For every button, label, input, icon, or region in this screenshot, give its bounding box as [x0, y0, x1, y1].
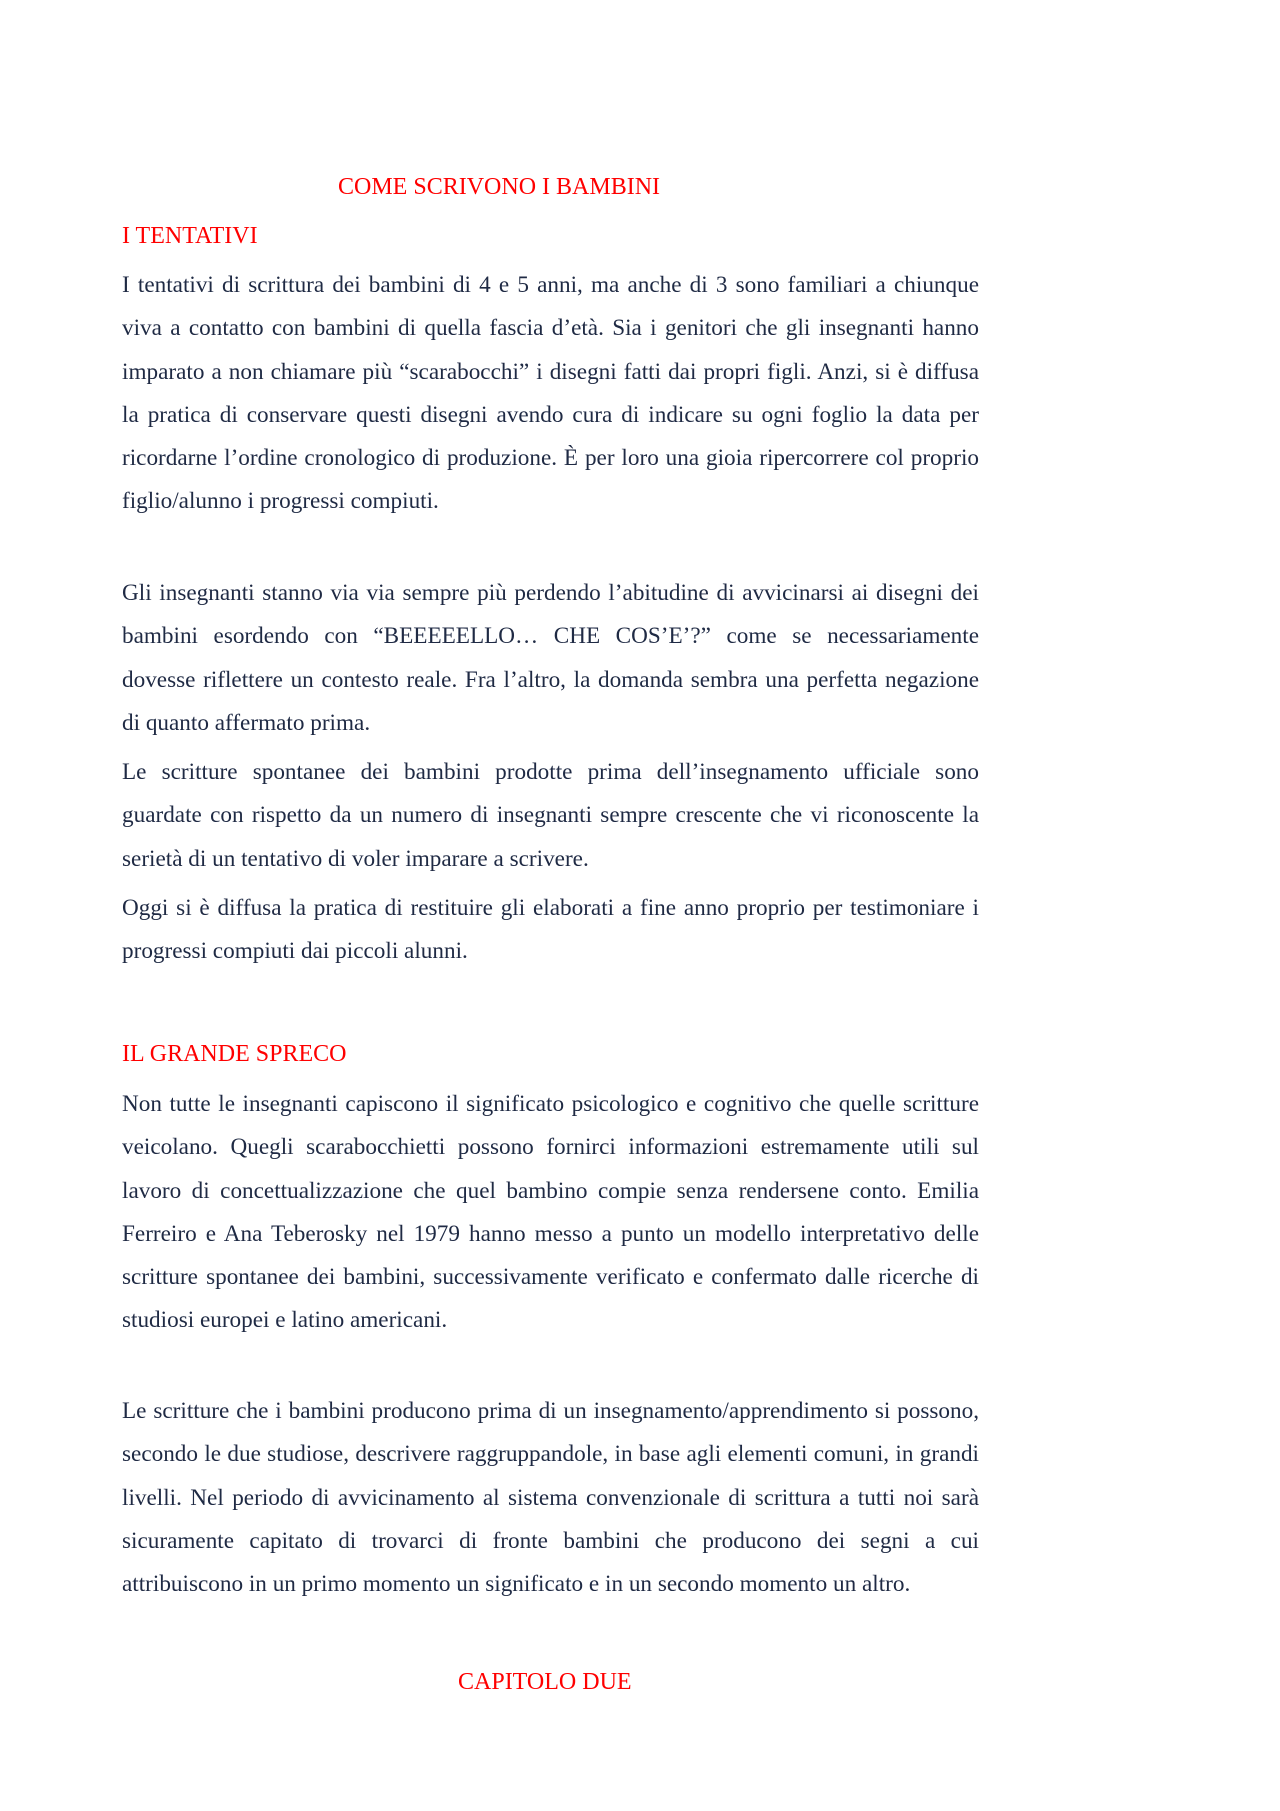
paragraph: Le scritture spontanee dei bambini prodotte prima dell’insegnamento ufficiale sono guardate con rispetto da un numero di insegnanti sempre crescente che vi riconoscente la serietà di un tentativo di voler imparare a scrivere.	[122, 759, 979, 872]
chapter-heading: CAPITOLO DUE	[458, 1669, 632, 1695]
paragraph: Le scritture che i bambini producono prima di un insegnamento/apprendimento si possono, secondo le due studiose, descrivere raggruppandole, in base agli elementi comuni, in grandi livelli. Nel periodo di avvicinamento al sistema convenzionale di scrittura a tutti noi sarà sicuramente capitato di trovarci di fronte bambini che producono dei segni a cui attribuiscono in un primo momento un significato e in un secondo momento un altro.	[122, 1398, 979, 1598]
document-title: COME SCRIVONO I BAMBINI	[338, 174, 661, 200]
section-heading-tentativi: I TENTATIVI	[122, 223, 258, 249]
section-heading-grande-spreco: IL GRANDE SPRECO	[122, 1041, 347, 1067]
paragraph: Oggi si è diffusa la pratica di restituire gli elaborati a fine anno proprio per testimoniare i progressi compiuti dai piccoli alunni.	[122, 895, 979, 965]
paragraph: I tentativi di scrittura dei bambini di 4 e 5 anni, ma anche di 3 sono familiari a chiunque viva a contatto con bambini di quella fascia d’età. Sia i genitori che gli insegnanti hanno imparato a non chiamare più “scarabocchi” i disegni fatti dai propri figli. Anzi, si è diffusa la pratica di conservare questi disegni avendo cura di indicare su ogni foglio la data per ricordarne l’ordine cronologico di produzione. È per loro una gioia ripercorrere col proprio figlio/alunno i progressi compiuti.	[122, 272, 979, 515]
paragraph: Gli insegnanti stanno via via sempre più perdendo l’abitudine di avvicinarsi ai disegni dei bambini esordendo con “BEEEEELLO… CHE COS’E’?” come se necessariamente dovesse riflettere un contesto reale. Fra l’altro, la domanda sembra una perfetta negazione di quanto affermato prima.	[122, 580, 979, 736]
paragraph: Non tutte le insegnanti capiscono il significato psicologico e cognitivo che quelle scritture veicolano. Quegli scarabocchietti possono fornirci informazioni estremamente utili sul lavoro di concettualizzazione che quel bambino compie senza rendersene conto. Emilia Ferreiro e Ana Teberosky nel 1979 hanno messo a punto un modello interpretativo delle scritture spontanee dei bambini, successivamente verificato e confermato dalle ricerche di studiosi europei e latino americani.	[122, 1091, 979, 1334]
